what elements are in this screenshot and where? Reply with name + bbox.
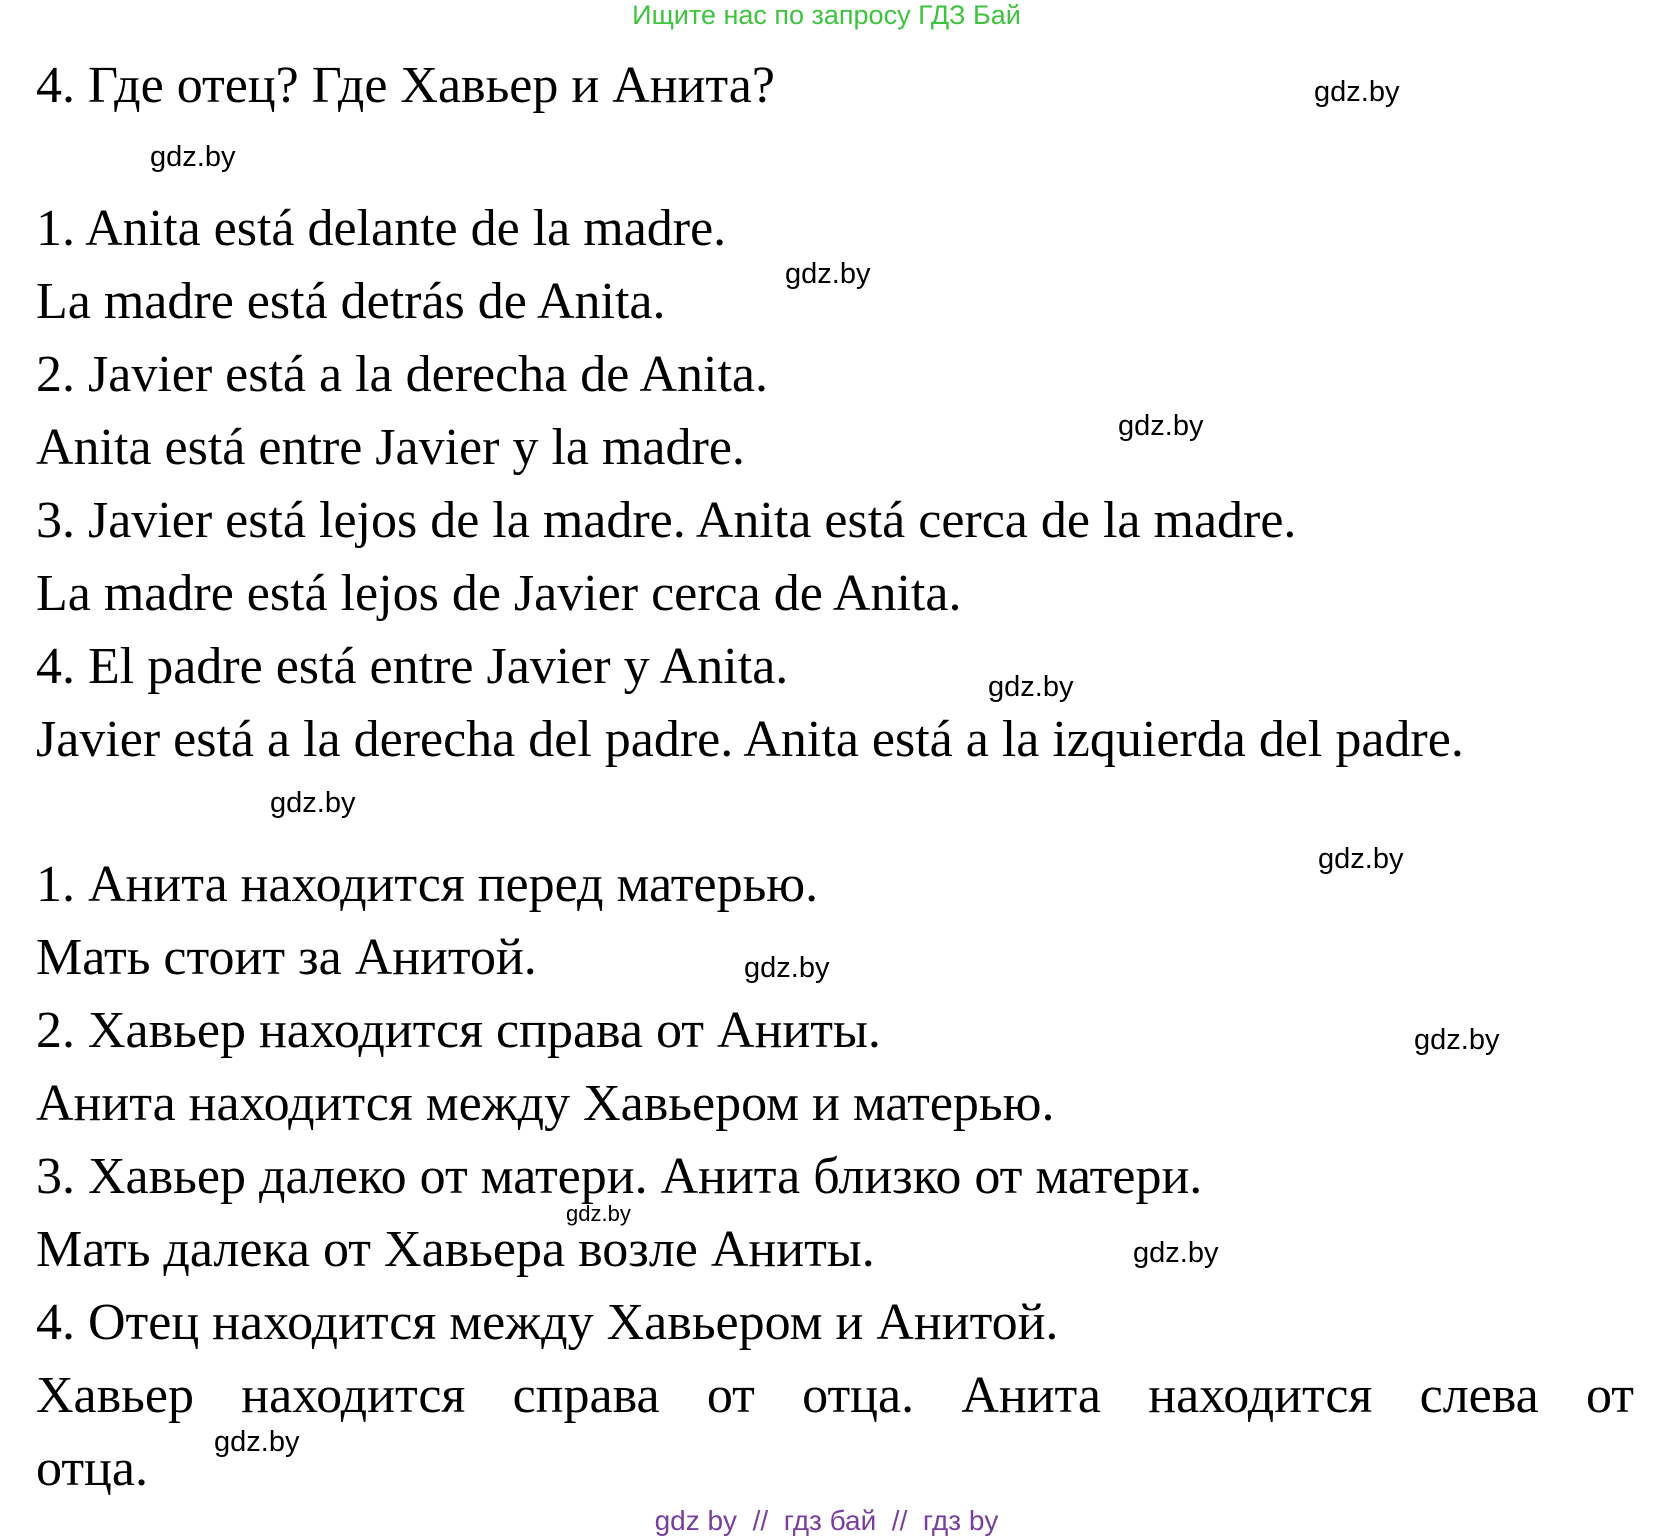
spanish-line-5: 3. Javier está lejos de la madre. Anita está cerca de la madre.	[36, 492, 1297, 549]
exercise-title: 4. Где отец? Где Хавьер и Анита?	[36, 57, 775, 114]
watermark: gdz.by	[1133, 1237, 1219, 1269]
spanish-line-4: Anita está entre Javier y la madre.	[36, 419, 745, 476]
spanish-line-8: Javier está a la derecha del padre. Anita está a la izquierda del padre.	[36, 711, 1464, 768]
spanish-line-7: 4. El padre está entre Javier y Anita.	[36, 638, 789, 695]
watermark: gdz.by	[1318, 843, 1404, 875]
watermark: gdz.by	[988, 671, 1074, 703]
russian-line-9: отца.	[36, 1440, 148, 1497]
watermark: gdz.by	[150, 141, 236, 173]
watermark: gdz.by	[214, 1426, 300, 1458]
spanish-line-6: La madre está lejos de Javier cerca de Anita.	[36, 565, 962, 622]
russian-line-5: 3. Хавьер далеко от матери. Анита близко от матери.	[36, 1148, 1203, 1205]
russian-line-3: 2. Хавьер находится справа от Аниты.	[36, 1002, 881, 1059]
watermark: gdz.by	[744, 952, 830, 984]
header-note: Ищите нас по запросу ГДЗ Бай	[632, 0, 1021, 30]
russian-line-2: Мать стоит за Анитой.	[36, 929, 537, 986]
spanish-line-1: 1. Anita está delante de la madre.	[36, 200, 727, 257]
watermark: gdz.by	[1118, 410, 1204, 442]
spanish-line-2: La madre está detrás de Anita.	[36, 273, 666, 330]
russian-line-8: Хавьер находится справа от отца. Анита находится слева от	[36, 1367, 1634, 1424]
watermark: gdz.by	[1314, 76, 1400, 108]
watermark: gdz.by	[785, 258, 871, 290]
russian-line-1: 1. Анита находится перед матерью.	[36, 856, 819, 913]
watermark: gdz.by	[270, 787, 356, 819]
russian-line-6: Мать далека от Хавьера возле Аниты.	[36, 1221, 875, 1278]
russian-line-7: 4. Отец находится между Хавьером и Анитой.	[36, 1294, 1059, 1351]
footer-note: gdz by // гдз бай // гдз by	[654, 1505, 999, 1536]
russian-line-4: Анита находится между Хавьером и матерью.	[36, 1075, 1055, 1132]
watermark: gdz.by	[566, 1201, 631, 1226]
watermark: gdz.by	[1414, 1024, 1500, 1056]
spanish-line-3: 2. Javier está a la derecha de Anita.	[36, 346, 768, 403]
